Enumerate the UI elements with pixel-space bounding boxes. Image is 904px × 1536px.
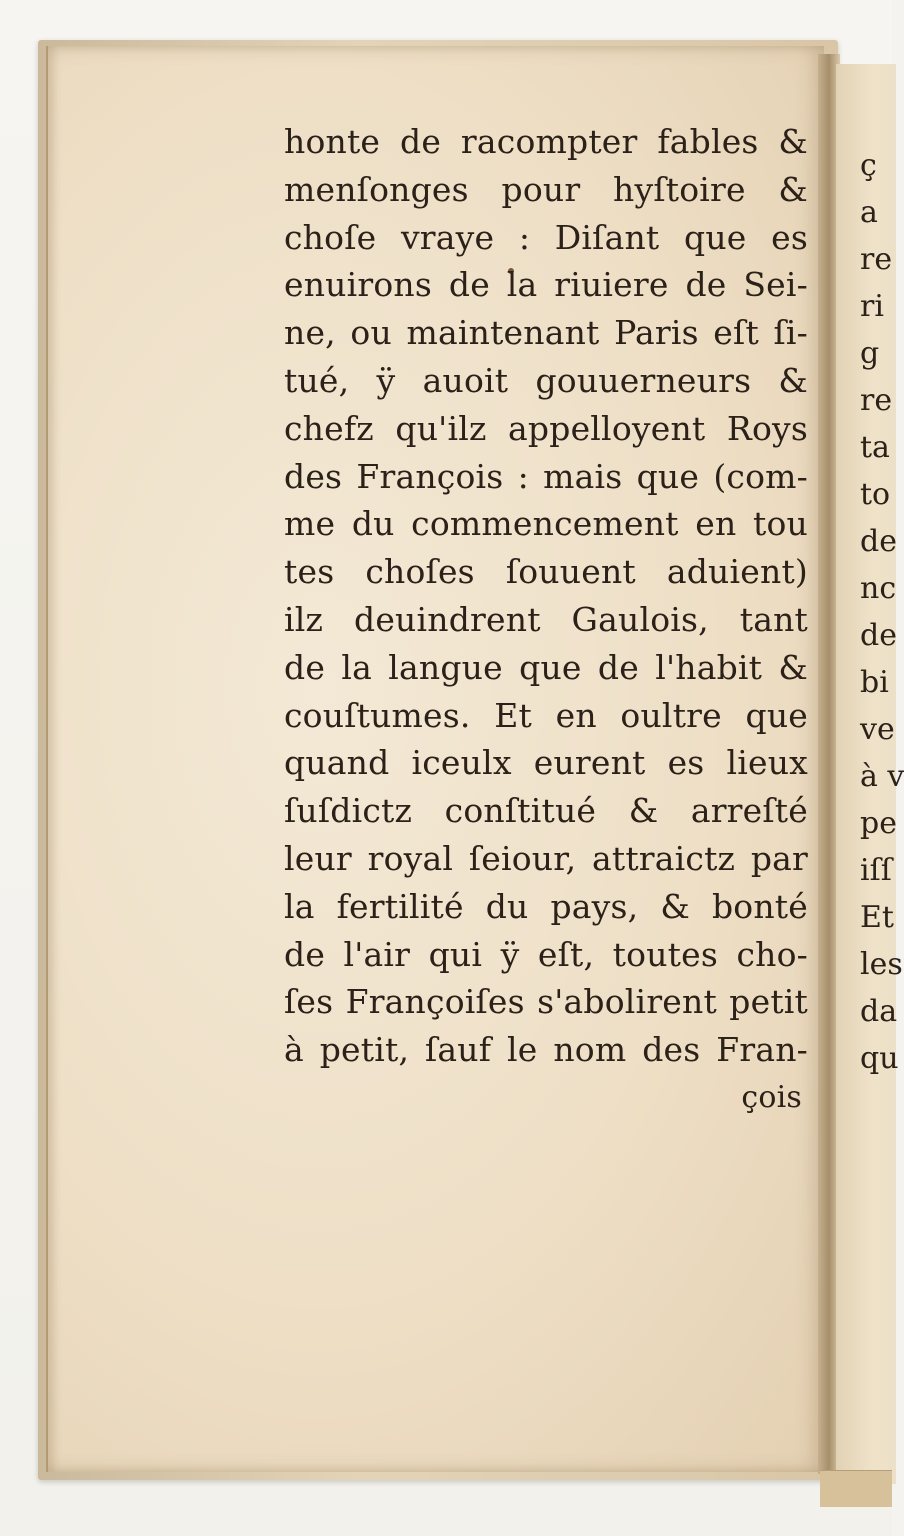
text-line: des François : mais que (com- bbox=[284, 456, 808, 496]
text-line: enuirons de la riuiere de Sei- bbox=[284, 265, 808, 305]
facing-fragment: da bbox=[860, 994, 898, 1029]
facing-fragment: nc bbox=[860, 571, 897, 606]
text-line: leur royal ſeiour, attraictz par bbox=[284, 838, 808, 878]
facing-fragment: les bbox=[860, 947, 903, 982]
text-line: couſtumes. Et en oultre que bbox=[284, 695, 808, 735]
facing-fragment: pe bbox=[860, 806, 897, 841]
facing-page-text bbox=[860, 142, 904, 1082]
catchword: çois bbox=[741, 1079, 802, 1115]
text-line: ſuſdictz conſtitué & arreſté bbox=[284, 791, 808, 831]
text-line: honte de racompter fables & bbox=[284, 122, 808, 161]
text-line: ne, ou maintenant Paris eſt ſi- bbox=[284, 313, 808, 353]
facing-fragment: iſſ bbox=[860, 853, 892, 888]
facing-fragment: a bbox=[860, 195, 878, 230]
facing-fragment: qu bbox=[860, 1041, 899, 1076]
page-text bbox=[284, 118, 808, 1122]
text-line: de l'air qui ÿ eſt, toutes cho- bbox=[284, 934, 808, 974]
facing-fragment: ve bbox=[860, 712, 895, 747]
facing-fragment: Et bbox=[860, 900, 894, 935]
facing-fragment: bi bbox=[860, 665, 889, 700]
facing-fragment: de bbox=[860, 618, 897, 653]
text-line: chefz qu'ilz appelloyent Roys bbox=[284, 408, 808, 448]
text-line: ſes Françoiſes s'abolirent petit bbox=[284, 982, 808, 1022]
text-line: à petit, ſauf le nom des Fran- bbox=[284, 1030, 808, 1070]
text-line: tué, ÿ auoit gouuerneurs & bbox=[284, 360, 808, 400]
facing-fragment: g bbox=[860, 336, 880, 371]
facing-fragment: ta bbox=[860, 430, 890, 465]
text-line: me du commencement en tou bbox=[284, 504, 808, 544]
facing-fragment: à v bbox=[860, 759, 904, 794]
facing-fragment: ri bbox=[860, 289, 884, 324]
facing-fragment: ç bbox=[860, 148, 877, 183]
text-line: tes choſes ſouuent aduient) bbox=[284, 552, 808, 592]
text-line: la fertilité du pays, & bonté bbox=[284, 886, 808, 926]
facing-fragment: to bbox=[860, 477, 891, 512]
facing-page-edge bbox=[820, 1470, 892, 1507]
text-line: choſe vraye : Diſant que es bbox=[284, 217, 808, 257]
text-line: quand iceulx eurent es lieux bbox=[284, 743, 808, 783]
text-line: de la langue que de l'habit & bbox=[284, 647, 808, 687]
facing-fragment: re bbox=[860, 383, 893, 418]
text-line: menſonges pour hyſtoire & bbox=[284, 169, 808, 209]
facing-fragment: de bbox=[860, 524, 897, 559]
facing-fragment: re bbox=[860, 242, 893, 277]
text-line: ilz deuindrent Gaulois, tant bbox=[284, 599, 808, 639]
